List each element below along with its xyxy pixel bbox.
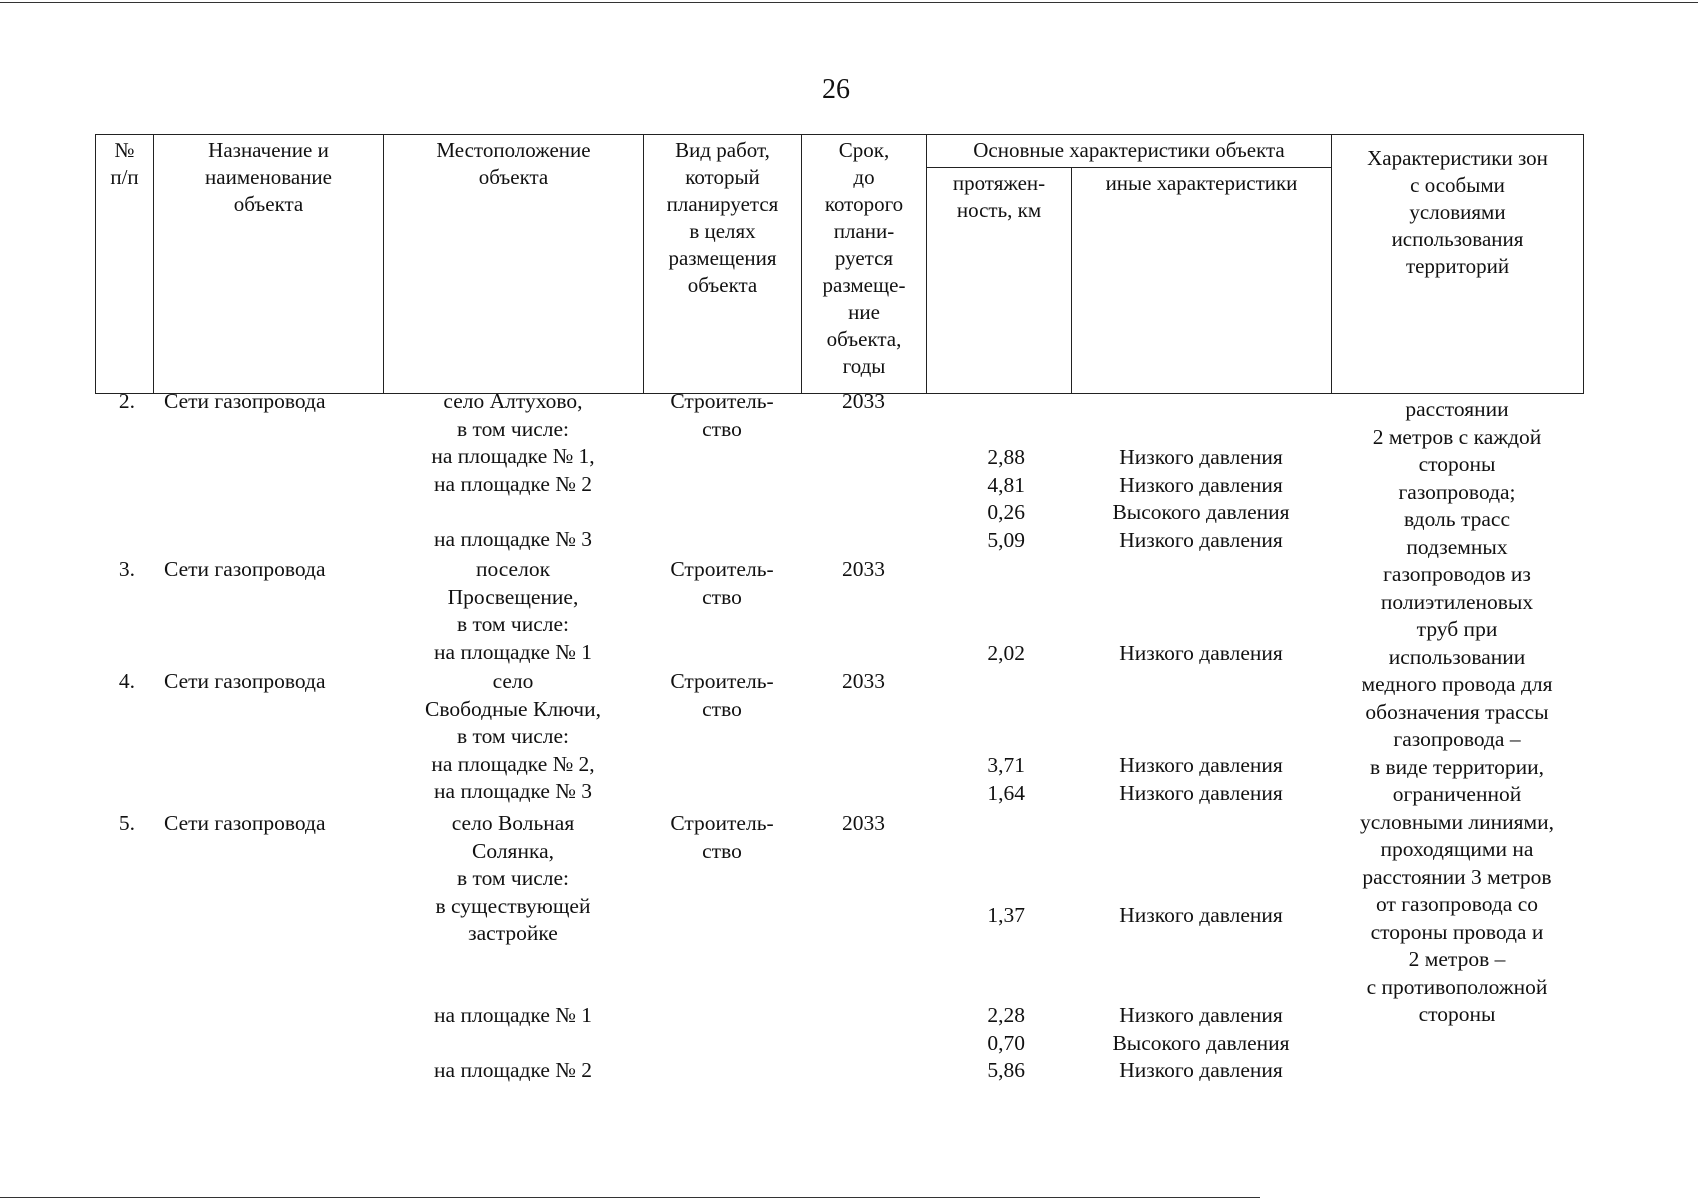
page-number: 26 bbox=[822, 74, 850, 105]
row-2-work-type: Строитель- ство bbox=[670, 389, 774, 441]
row-3-others: Низкого давления bbox=[1119, 641, 1283, 665]
row-2-name: Сети газопровода bbox=[164, 389, 326, 413]
zones-description: расстоянии 2 метров с каждой стороны газопровода; вдоль трасс подземных газопроводов из полиэтиленовых труб при использовании медного провода для обозначения трассы газопровода – в виде территории, ограниченной условными линиями, проходящими на расстоянии 3 метров от газопровода со стороны провода и 2 метров – с противоположной стороны bbox=[1360, 397, 1554, 1026]
header-location: Местоположение объекта bbox=[384, 135, 644, 394]
header-deadline: Срок, до которого плани- руется размеще- ние объекта, годы bbox=[802, 135, 927, 394]
row-2-lengths: 2,88 4,81 0,26 5,09 bbox=[987, 445, 1025, 552]
row-5-lengths-2: 2,28 0,70 5,86 bbox=[987, 1003, 1025, 1082]
row-5-name: Сети газопровода bbox=[164, 811, 326, 835]
row-5-num: 5. bbox=[118, 811, 135, 835]
bottom-scan-edge bbox=[0, 1197, 1260, 1198]
header-other-characteristics: иные характеристики bbox=[1072, 168, 1332, 394]
row-4-year: 2033 bbox=[842, 669, 885, 693]
row-2-year: 2033 bbox=[842, 389, 885, 413]
row-4-work-type: Строитель- ство bbox=[670, 669, 774, 721]
row-4-others: Низкого давления Низкого давления bbox=[1119, 753, 1283, 805]
row-3-year: 2033 bbox=[842, 557, 885, 581]
row-2-location: село Алтухово, в том числе: на площадке № 1, на площадке № 2 на площадке № 3 bbox=[431, 389, 595, 551]
row-3-work-type: Строитель- ство bbox=[670, 557, 774, 609]
top-scan-edge bbox=[0, 2, 1698, 3]
row-5-work-type: Строитель- ство bbox=[670, 811, 774, 863]
header-work-type: Вид работ, который планируется в целях размещения объекта bbox=[644, 135, 802, 394]
row-5-location: село Вольная Солянка, в том числе: в существующей застройке bbox=[435, 811, 591, 945]
row-2-num: 2. bbox=[118, 389, 135, 413]
row-5-lengths: 1,37 bbox=[987, 903, 1025, 927]
row-2-others: Низкого давления Низкого давления Высокого давления Низкого давления bbox=[1112, 445, 1290, 552]
table-header bbox=[95, 134, 1584, 394]
row-4-lengths: 3,71 1,64 bbox=[987, 753, 1025, 805]
row-3-location: поселок Просвещение, в том числе: на площадке № 1 bbox=[434, 557, 592, 664]
row-5-others-2: Низкого давления Высокого давления Низкого давления bbox=[1112, 1003, 1290, 1082]
row-5-year: 2033 bbox=[842, 811, 885, 835]
row-4-location: село Свободные Ключи, в том числе: на площадке № 2, на площадке № 3 bbox=[425, 669, 601, 803]
header-length: протяжен- ность, км bbox=[927, 168, 1072, 394]
header-main-characteristics: Основные характеристики объекта bbox=[927, 135, 1332, 168]
row-3-name: Сети газопровода bbox=[164, 557, 326, 581]
row-5-others: Низкого давления bbox=[1119, 903, 1283, 927]
row-5-location-2: на площадке № 1 на площадке № 2 bbox=[434, 1003, 592, 1082]
row-4-num: 4. bbox=[118, 669, 135, 693]
row-4-name: Сети газопровода bbox=[164, 669, 326, 693]
header-zones: Характеристики зон с особыми условиями использования территорий bbox=[1332, 135, 1584, 394]
row-3-num: 3. bbox=[118, 557, 135, 581]
header-name: Назначение и наименование объекта bbox=[154, 135, 384, 394]
row-3-lengths: 2,02 bbox=[987, 641, 1025, 665]
header-num: № п/п bbox=[96, 135, 154, 394]
